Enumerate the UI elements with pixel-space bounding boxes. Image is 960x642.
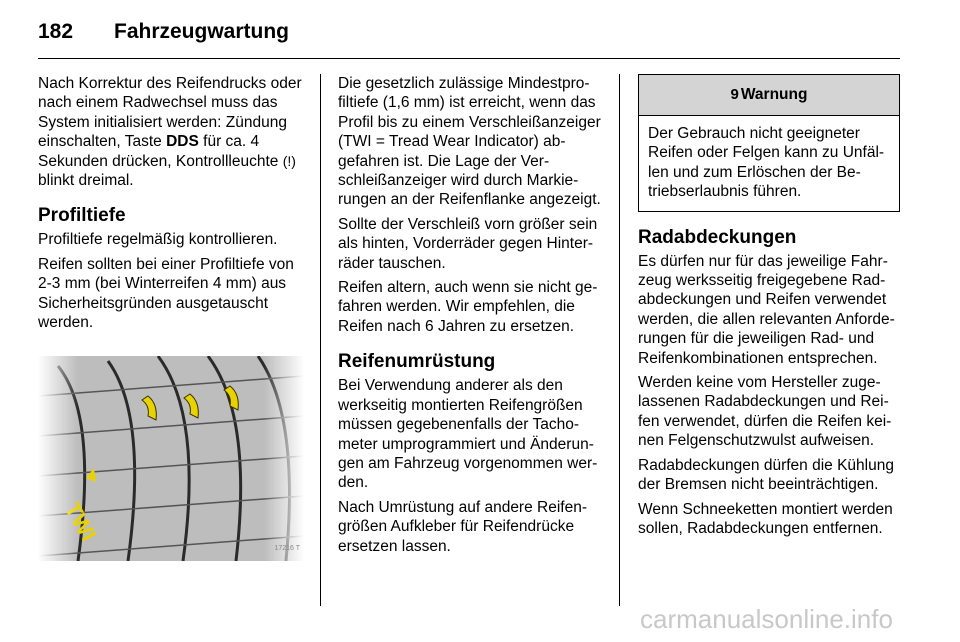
column-3 (638, 74, 900, 543)
warning-title: Warnung (740, 86, 808, 103)
column-1 (38, 74, 304, 561)
paragraph-profil-replace: Reifen sollten bei einer Profiltiefe von 2-3 mm (bei Winterreifen 4 mm) aus Sicherheitsgründen ausgetauscht werden. (38, 255, 294, 332)
image-code: 17216 T (274, 545, 300, 553)
chapter-title: Fahrzeugwartung (114, 20, 290, 43)
heading-radabdeckungen: Radabdeckungen (638, 226, 797, 248)
warning-box (638, 74, 900, 212)
paragraph-sticker: Nach Umrüstung auf andere Reifengrößen Aufkleber für Reifendrücke ersetzen lassen. (338, 498, 588, 555)
text: für ca. 4 Sekunden drücken, Kontrollleuchte (38, 133, 283, 170)
text: Nach Korrektur des Reifendrucks oder nach einem Radwechsel muss das System initialisiert werden: Zündung einschalten, Taste (38, 75, 302, 151)
warning-header (639, 75, 899, 116)
paragraph-non-approved: Werden keine vom Hersteller zugelassenen Radabdeckungen und Reifen verwendet, dürfen die Reifen keinen Felgenschutzwulst aufweisen. (638, 374, 892, 450)
watermark: carmanualsonline.info (640, 604, 893, 634)
paragraph-swap-wheels: Sollte der Verschleiß vorn größer sein als hinten, Vorderräder gegen Hinterräder tauschen. (338, 215, 598, 272)
paragraph-min-tread: Die gesetzlich zulässige Mindestprofiltiefe (1,6 mm) ist erreicht, wenn das Profil bis zu einem Verschleißanzeiger (TWI = Tread Wear Indicator) abgefahren ist. Die Lage der Verschleißanzeiger wird durch Markierungen an der Reifenflanke angezeigt. (338, 75, 601, 209)
dds-key: DDS (166, 133, 199, 151)
column-divider-2 (619, 74, 620, 606)
tire-tread-illustration (38, 356, 304, 561)
paragraph-brake-cooling: Radabdeckungen dürfen die Kühlung der Bremsen nicht beeinträchtigen. (638, 456, 894, 494)
page-header (38, 14, 900, 54)
warning-text: Der Gebrauch nicht geeigneter Reifen oder Felgen kann zu Unfällen und zum Erlöschen der Betriebserlaubnis führen. (648, 125, 885, 201)
paragraph-profil-check: Profiltiefe regelmäßig kontrollieren. (38, 231, 278, 249)
paragraph-initialization (38, 74, 304, 190)
heading-profiltiefe: Profiltiefe (38, 205, 126, 227)
heading-reifenumruestung: Reifenumrüstung (338, 351, 496, 373)
paragraph-other-sizes: Bei Verwendung anderer als den werkseitig montierten Reifengrößen müssen gegebenenfalls der Tachometer umprogrammiert und Änderungen am Fahrzeug vorgenommen werden. (338, 377, 598, 492)
paragraph-approved-covers: Es dürfen nur für das jeweilige Fahrzeug werksseitig freigegebene Radabdeckungen und Reifen verwendet werden, die allen relevanten Anforderungen für die jeweiligen Rad- und Reifenkombinationen entsprechen. (638, 252, 895, 367)
tire-pressure-warning-lamp-icon: (!) (282, 152, 296, 169)
column-divider-1 (320, 74, 321, 606)
tire-tread-image (38, 356, 304, 561)
text: blinkt dreimal. (38, 172, 134, 190)
paragraph-snow-chains: Wenn Schneeketten montiert werden sollen, Radabdeckungen entfernen. (638, 500, 893, 537)
column-2 (338, 74, 604, 561)
paragraph-tire-age: Reifen altern, auch wenn sie nicht gefahren werden. Wir empfehlen, die Reifen nach 6 Jahren zu ersetzen. (338, 279, 598, 335)
page-number: 182 (38, 20, 74, 43)
header-rule (38, 58, 900, 59)
warning-triangle-icon: 9 (730, 86, 739, 103)
